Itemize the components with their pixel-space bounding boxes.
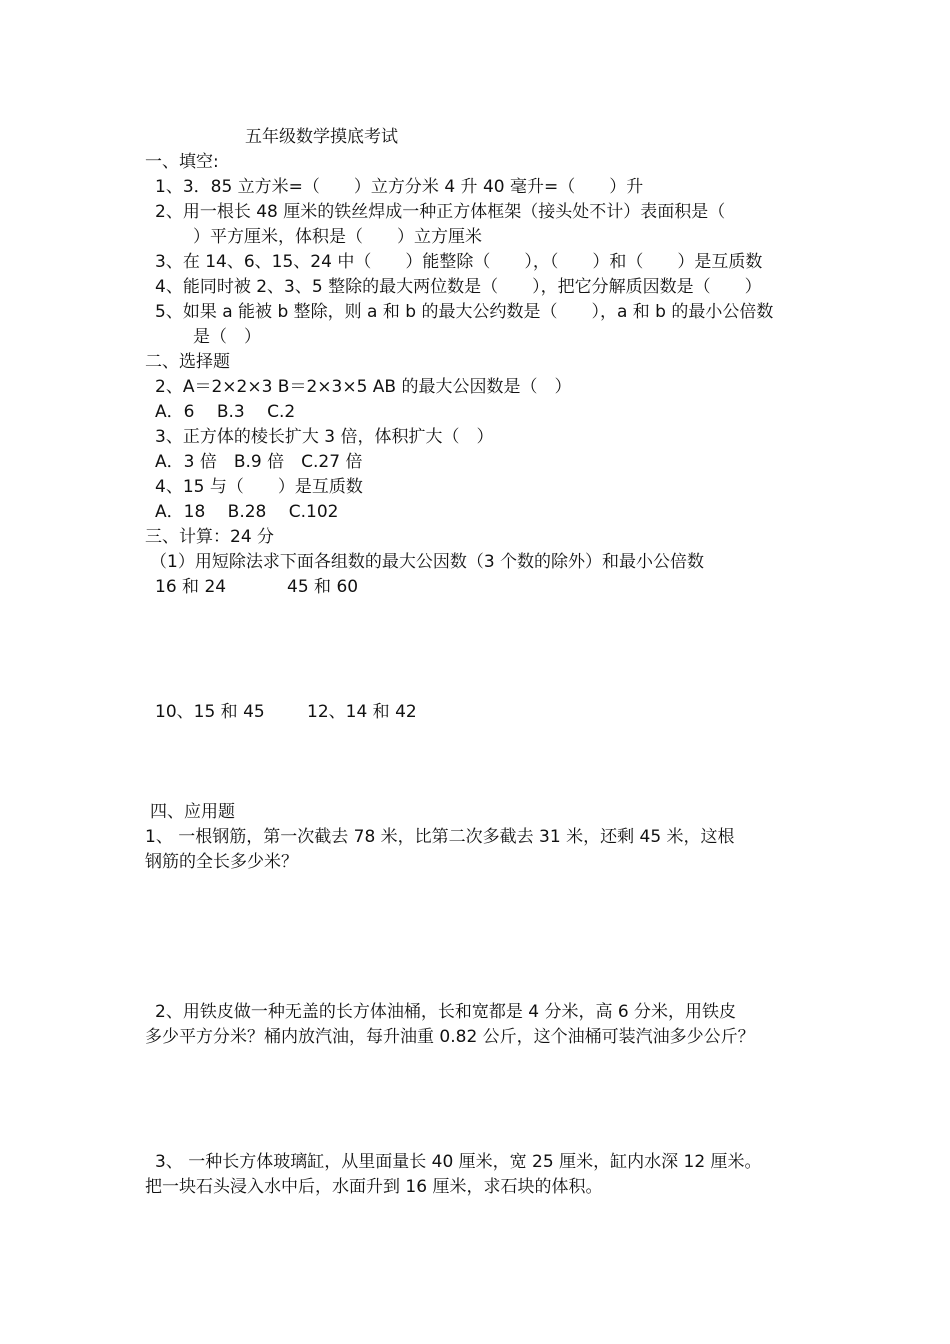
fill-question-3: 3、在 14、6、15、24 中（ ）能整除（ ），（ ）和（ ）是互质数 [155,252,763,272]
calc-pair-1: 16 和 24 [155,577,227,597]
choice-question-4: 4、15 与（ ）是互质数 [155,477,363,497]
word-problem-1-line2: 钢筋的全长多少米？ [145,852,298,872]
fill-question-5-line2: 是（ ） [193,327,261,347]
fill-question-2-line1: 2、用一根长 48 厘米的铁丝焊成一种正方体框架（接头处不计）表面积是（ [155,202,726,222]
word-problem-1-line1: 1、 一根钢筋，第一次截去 78 米，比第二次多截去 31 米，还剩 45 米，这根 [145,827,735,847]
section3-heading: 三、计算：24 分 [145,527,275,547]
choice-question-3: 3、正方体的棱长扩大 3 倍，体积扩大（ ） [155,427,494,447]
fill-question-1: 1、3．85 立方米=（ ）立方分米 4 升 40 毫升=（ ）升 [155,177,644,197]
word-problem-3-line2: 把一块石头浸入水中后，水面升到 16 厘米，求石块的体积。 [145,1177,603,1197]
calc-pair-4: 12、14 和 42 [307,702,417,722]
word-problem-2-line1: 2、用铁皮做一种无盖的长方体油桶，长和宽都是 4 分米，高 6 分米，用铁皮 [155,1002,737,1022]
word-problem-2-line2: 多少平方分米？桶内放汽油，每升油重 0.82 公斤，这个油桶可装汽油多少公斤？ [145,1027,755,1047]
fill-question-5-line1: 5、如果 a 能被 b 整除，则 a 和 b 的最大公约数是（ ），a 和 b 的最小公倍数 [155,302,774,322]
fill-question-2-line2: ）平方厘米，体积是（ ）立方厘米 [193,227,482,247]
fill-question-4: 4、能同时被 2、3、5 整除的最大两位数是（ ），把它分解质因数是（ ） [155,277,762,297]
choice-question-3-options: A．3 倍 B.9 倍 C.27 倍 [155,452,363,472]
page-title: 五年级数学摸底考试 [245,127,398,147]
section4-heading: 四、应用题 [150,802,235,822]
section1-heading: 一、填空: [145,152,219,172]
word-problem-3-line1: 3、 一种长方体玻璃缸，从里面量长 40 厘米，宽 25 厘米，缸内水深 12 厘米。 [155,1152,762,1172]
section2-heading: 二、选择题 [145,352,230,372]
choice-question-2-options: A．6 B.3 C.2 [155,402,296,422]
choice-question-4-options: A．18 B.28 C.102 [155,502,339,522]
calc-instruction: （1）用短除法求下面各组数的最大公因数（3 个数的除外）和最小公倍数 [150,552,705,572]
choice-question-2: 2、A＝2×2×3 B＝2×3×5 AB 的最大公因数是（ ） [155,377,572,397]
calc-pair-3: 10、15 和 45 [155,702,265,722]
calc-pair-2: 45 和 60 [287,577,359,597]
